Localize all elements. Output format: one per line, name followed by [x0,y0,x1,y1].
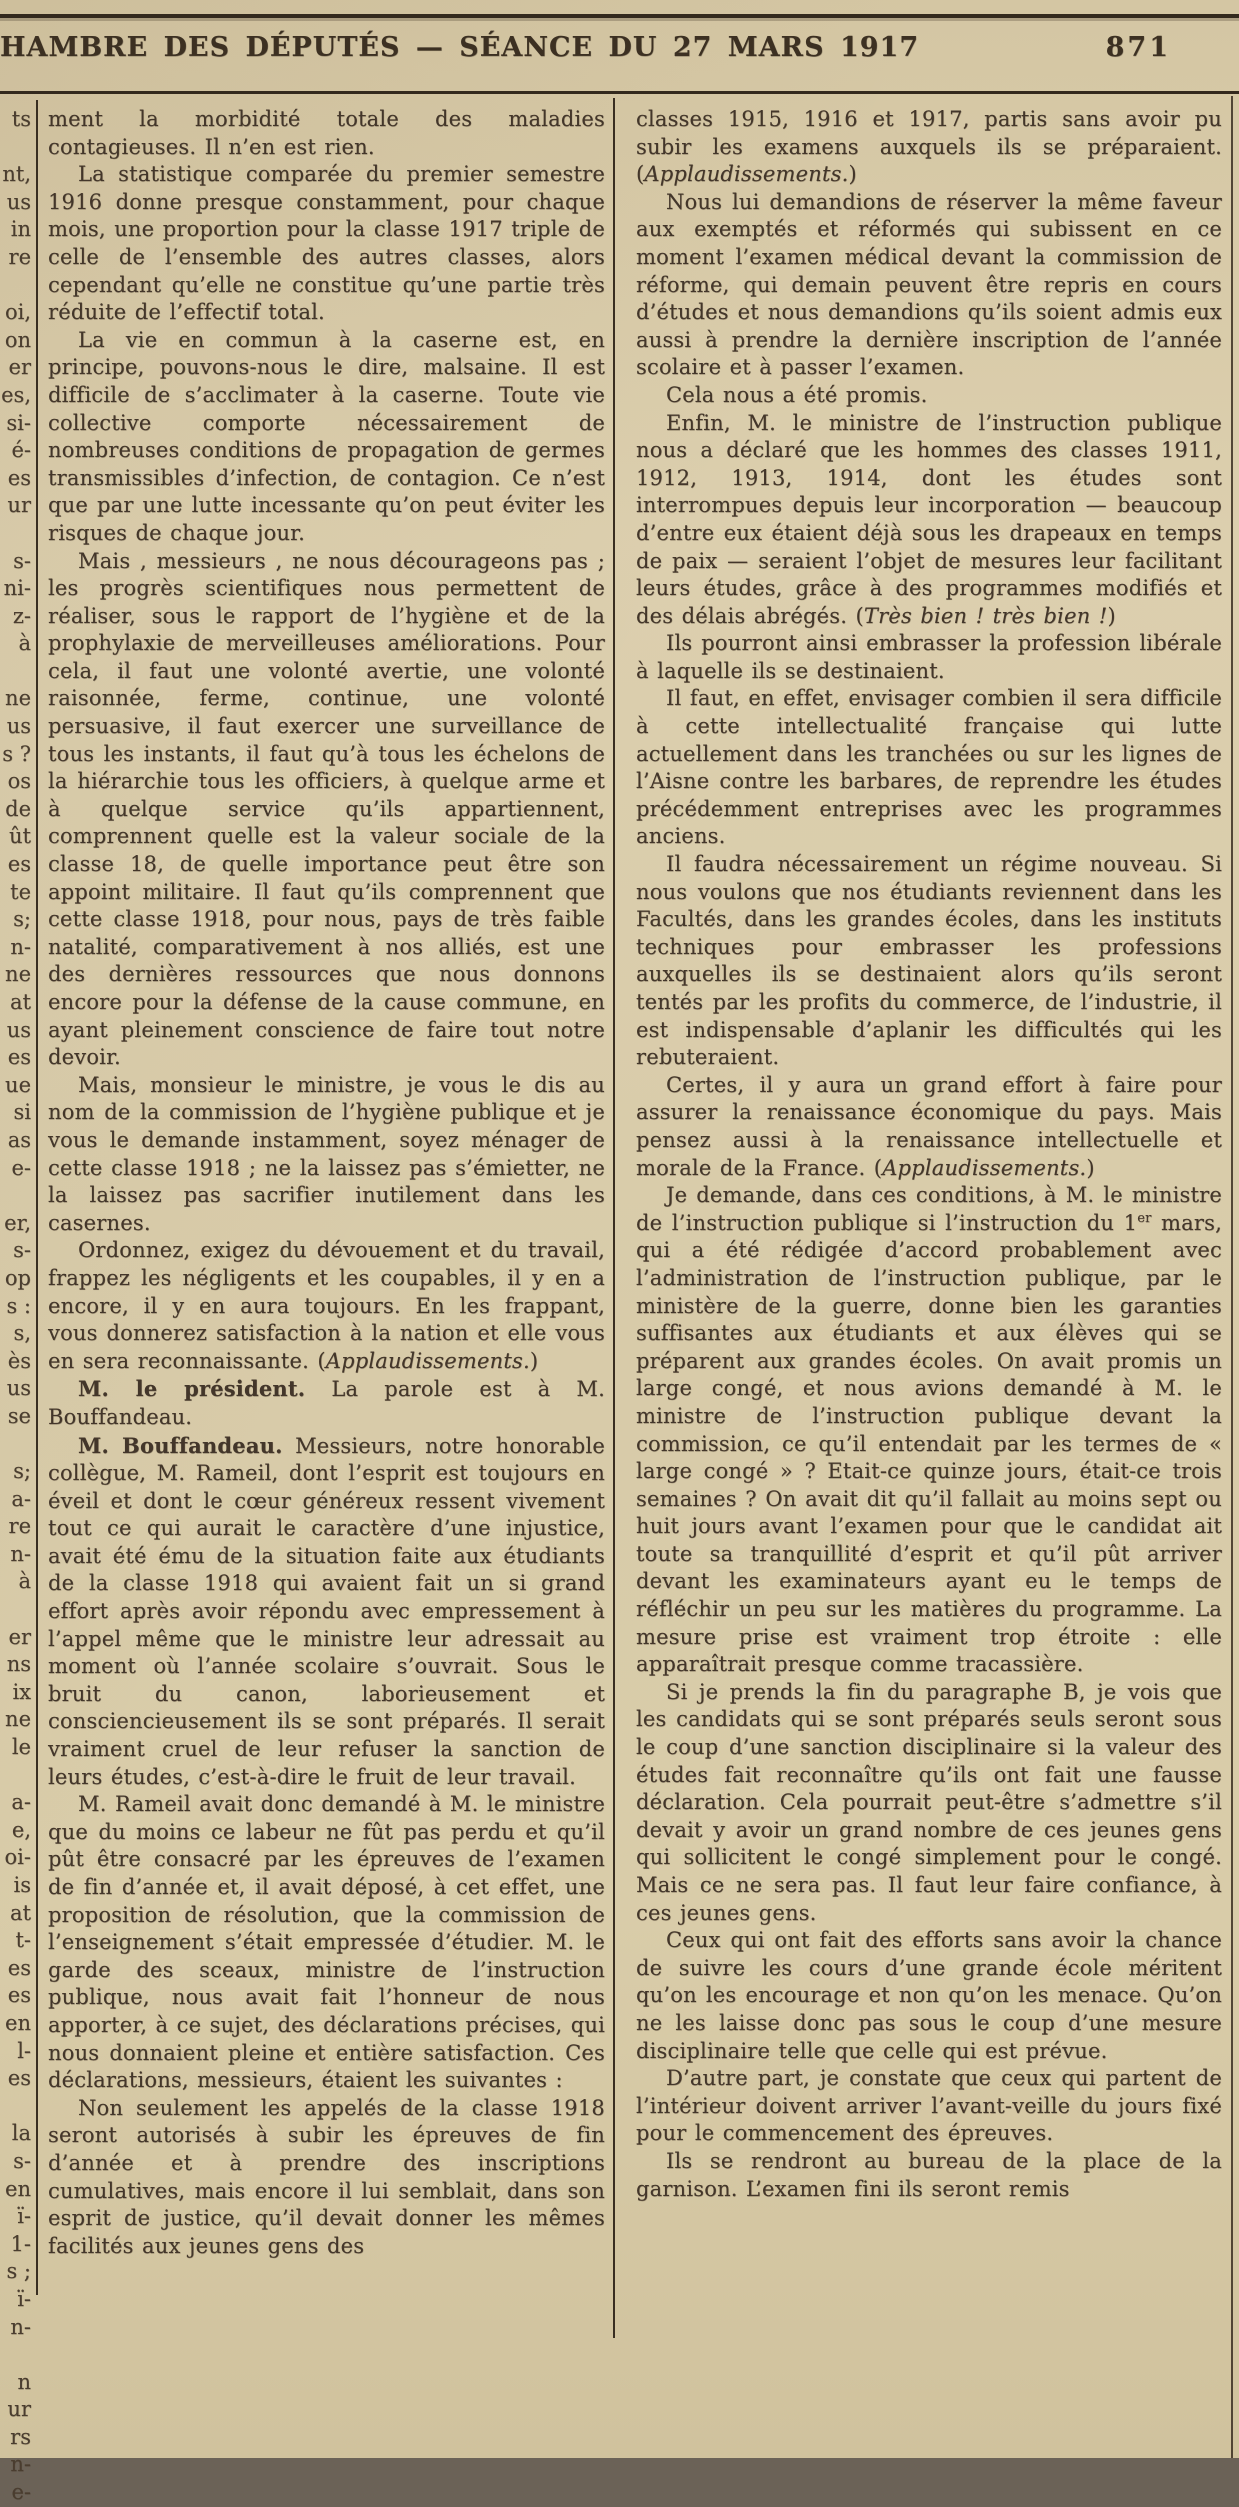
cut-text-fragment [0,2093,33,2121]
paragraph [636,189,1222,382]
cut-text-fragment: é- [11,438,31,463]
cut-text-fragment: es, [1,382,31,407]
paragraph [48,327,605,548]
cut-text-fragment: la [11,2121,31,2146]
cut-text-fragment [0,658,33,686]
paragraph [636,851,1222,1072]
paragraph [636,2065,1222,2148]
cut-text-fragment: in [10,217,31,242]
paragraph [636,2148,1222,2203]
paragraph [636,1182,1222,1679]
cut-text-fragment: s- [13,1238,31,1263]
cut-text-fragment: ur [7,2397,31,2422]
left-edge-fragments [0,106,33,2507]
cut-text-fragment: is [13,1873,31,1897]
cut-text-fragment: ns [6,1652,31,1677]
cut-text-fragment: er, [4,1210,31,1235]
cut-text-fragment: es [7,1955,31,1980]
cut-text-fragment [0,134,33,162]
cut-text-fragment: us [6,714,31,739]
paragraph [48,1237,605,1375]
paragraph [48,1791,605,2095]
cut-text-fragment: si- [6,410,31,435]
cut-text-fragment: er [8,355,31,380]
text-segment: Mais, monsieur le ministre, je vous le dis au nom de la commission de l’hygiène publique et je vous le demande instamment, soyez ménager de cette classe 1918 ; ne la laissez pas s’émietter, ne la laissez pas sacrifier inutilement dans les casernes. [48,1072,605,1235]
cut-text-fragment: ts [11,107,31,131]
cut-text-fragment: oi, [4,300,31,325]
cut-text-fragment: s- [13,2148,31,2173]
cut-text-fragment: us [6,1376,31,1401]
cut-text-fragment: nt, [2,162,31,187]
text-segment: Ordonnez, exigez du dévouement et du travail, frappez les négligents et les coupables, il y en a encore, il y en aura toujours. En les frappant, vous donnerez satisfaction à la nation et elle vous en sera reconnaissante. ( [48,1238,605,1373]
cut-text-fragment: ï- [17,2286,31,2311]
cut-text-fragment: at [10,1900,31,1925]
text-segment: ment la morbidité totale des maladies contagieuses. Il n’en est rien. [48,107,605,159]
cut-text-fragment: e- [11,1155,31,1180]
cut-text-fragment [0,1431,33,1459]
text-segment: Applaudissements. [882,1155,1087,1180]
cut-text-fragment: s; [13,1459,31,1484]
paragraph [636,382,1222,410]
cut-text-fragment: op [4,1265,31,1290]
header-bottom-rule [0,91,1239,94]
paragraph [48,161,605,327]
cut-text-fragment [0,2341,33,2369]
cut-text-fragment: ût [9,824,31,849]
text-segment: M. Rameil avait donc demandé à M. le ministre que du moins ce labeur ne fût pas perdu et qu’il pût être consacré par les épreuves de l’examen de fin d’année et, il avait déposé, à cet effet, une proposition de résolution, que la commission de l’enseignement s’était empressée d’étudier. M. le garde des sceaux, ministre de l’instruction publique, nous avait fait l’honneur de nous apporter, à ce sujet, des déclarations précises, qui nous donnaient pleine et entière satisfaction. Ces déclarations, messieurs, étaient les suivantes : [48,1792,605,2093]
cut-text-fragment: es [7,852,31,877]
cut-text-fragment: se [7,1403,31,1428]
cut-text-fragment: re [8,1514,31,1539]
paragraph [48,1072,605,1238]
text-segment: Non seulement les appelés de la classe 1918 seront autorisés à subir les épreuves de fin d’année et à prendre des inscriptions cumulatives, mais encore il lui semblait, dans son esprit de justice, qu’il devait donner les mêmes facilités aux jeunes gens des [48,2095,605,2258]
cut-text-fragment: ni- [3,576,31,601]
cut-text-fragment: ne [5,1707,31,1732]
cut-text-fragment: es [7,1045,31,1070]
cut-text-fragment: n- [10,2314,31,2339]
column-divider-center [613,98,615,2338]
text-segment: Messieurs, notre honorable collègue, M. Rameil, dont l’esprit est toujours en éveil et dont le cœur généreux ressent vivement tout ce qui aurait le caractère d’une injustice, avait été ému de la situation faite aux étudiants de la classe 1918 qui avaient fait un si grand effort après avoir répondu avec empressement à l’appel même que le ministre leur adressait au moment où l’année scolaire s’ouvrait. Sous le bruit du canon, laborieusement et consciencieusement ils se sont préparés. Il serait vraiment cruel de leur refuser la sanction de leurs études, c’est-à-dire le fruit de leur travail. [48,1433,605,1789]
text-segment: er [1137,1210,1152,1226]
cut-text-fragment: le [11,1735,31,1760]
paragraph [636,410,1222,631]
cut-text-fragment: à [18,1569,31,1594]
cut-text-fragment: os [7,769,31,794]
text-segment: M. Bouffandeau. [78,1432,283,1458]
text-segment: Il faudra nécessairement un régime nouveau. Si nous voulons que nos étudiants reviennent dans les Facultés, dans les grandes écoles, dans les instituts techniques pour embrasser les professions auxquelles ils se destinaient alors qu’ils seront tentés par les profits du commerce, de l’industrie, il est indispensable d’aplanir les difficultés qui les rebuteraient. [636,852,1222,1070]
cut-text-fragment: s- [13,548,31,573]
cut-text-fragment: on [4,327,31,352]
text-column-1 [48,106,605,2260]
text-segment: Ceux qui ont fait des efforts sans avoir la chance de suivre les cours d’une grande école méritent qu’on les encourage et non qu’on les menace. Qu’on ne les laisse donc pas sous le coup d’une mesure disciplinaire telle que celle qui est prévue. [636,1928,1222,2063]
cut-text-fragment: n [17,2369,31,2394]
cut-text-fragment: s : [6,1293,31,1318]
page-edge-rule-right [1231,96,1233,2458]
cut-text-fragment: ue [5,1072,31,1097]
cut-text-fragment: l- [17,2038,31,2063]
cut-text-fragment: z- [12,603,31,628]
text-segment: Applaudissements. [325,1348,530,1373]
cut-text-fragment: 1- [10,2231,31,2256]
paragraph [48,2095,605,2261]
cut-text-fragment [0,1596,33,1624]
text-segment: La vie en commun à la caserne est, en principe, pouvons-nous le dire, malsaine. Il est difficile de s’acclimater à la caserne. Toute vie collective comporte nécessairement de nombreuses conditions de propagation de germes transmissibles d’infection, de contagion. Ce n’est que par une lutte incessante qu’on peut éviter les risques de chaque jour. [48,327,605,545]
cut-text-fragment: ix [12,1679,31,1704]
text-segment: Applaudissements. [644,162,849,187]
cut-text-fragment [0,272,33,300]
text-segment: Je demande, dans ces conditions, à M. le ministre de l’instruction publique si l’instruction du 1 [636,1183,1222,1235]
paragraph [48,106,605,161]
cut-text-fragment: e- [11,2480,31,2505]
cut-text-fragment: us [6,1017,31,1042]
cut-text-fragment: es [7,2066,31,2091]
cut-text-fragment: as [7,1127,31,1152]
text-segment: Il faut, en effet, envisager combien il sera difficile à cette intellectualité française qui lutte actuellement dans les tranchées ou sur les lignes de l’Aisne contre les barbares, de reprendre les études précédemment entreprises avec les programmes anciens. [636,686,1222,849]
cut-text-fragment: de [5,796,31,821]
cut-text-fragment: re [8,244,31,269]
text-segment: Nous lui demandions de réserver la même faveur aux exemptés et réformés qui subissent en ce moment l’examen médical devant la commission de réforme, qui demain peuvent être repris en cours d’études et nous demandions qu’ils soient admis eux aussi à prendre la dernière inscription de l’année scolaire et à passer l’examen. [636,189,1222,380]
cut-text-fragment: a- [11,1790,31,1815]
cut-text-fragment: a- [11,1486,31,1511]
cut-text-fragment [0,1762,33,1790]
text-segment: Mais , messieurs , ne nous décourageons pas ; les progrès scientifiques nous permettent de réaliser, sous le rapport de l’hygiène et de la prophylaxie de merveilleuses améliorations. Pour cela, il faut une volonté avertie, une volonté raisonnée, ferme, continue, une volonté persuasive, il faut exercer une surveillance de tous les instants, il faut qu’à tous les échelons de la hiérarchie tous les officiers, à quelque arme et à quelque service qu’ils appartiennent, comprennent quelle est la valeur sociale de la classe 18, de quelle importance peut être son appoint militaire. Il faut qu’ils comprennent que cette classe 1918, pour nous, pays de très faible natalité, comparativement à nos alliés, est une des dernières ressources que nous donnons encore pour la défense de la cause commune, en ayant pleinement conscience de faire tout notre devoir. [48,548,605,1070]
text-column-2 [636,106,1222,2203]
cut-text-fragment: er [8,1624,31,1649]
cut-text-fragment: ï- [17,2204,31,2229]
cut-text-fragment: rs [10,2424,31,2449]
cut-text-fragment: ne [5,962,31,987]
cut-text-fragment: n- [10,2452,31,2477]
page-title: HAMBRE DES DÉPUTÉS — SÉANCE DU 27 MARS 1917 [0,32,920,63]
cut-text-fragment: n- [10,934,31,959]
top-border-rule [0,14,1239,18]
paragraph [636,1072,1222,1182]
cut-text-fragment: à [18,631,31,656]
text-segment: Enfin, M. le ministre de l’instruction publique nous a déclaré que les hommes des classes 1911, 1912, 1913, 1914, dont les études sont interrompues depuis leur incorporation — beaucoup d’entre eux étaient déjà sous les drapeaux en temps de paix — seraient l’objet de mesures leur facilitant leurs études, grâce à des programmes modifiés et des délais abrégés. ( [636,410,1222,628]
cut-text-fragment: n- [10,1541,31,1566]
cut-text-fragment: s, [13,1321,31,1346]
text-segment: ) [848,162,857,187]
text-segment: M. le président. [78,1376,306,1402]
paragraph [636,630,1222,685]
cut-text-fragment [0,1182,33,1210]
cut-text-fragment: s ? [2,741,31,766]
cut-text-fragment: si [13,1100,31,1125]
paragraph [48,1432,605,1792]
paragraph [636,685,1222,851]
paragraph [636,106,1222,189]
text-segment: mars, qui a été rédigée d’accord probablement avec l’administration de l’instruction publique, par le ministère de la guerre, donne bien les garanties suffisantes aux étudiants et aux élèves qui se préparent aux grandes écoles. On avait promis un large congé, et nous avions demandé à M. le ministre de l’instruction publique devant la commission, ce qu’il entendait par les termes de « large congé » ? Etait-ce quinze jours, était-ce trois semaines ? On avait dit qu’il fallait au moins sept ou huit jours avant l’examen pour que le candidat ait toute sa tranquillité d’esprit et qu’il pût arriver devant les examinateurs ayant eu le temps de réfléchir un peu sur les matières du programme. La mesure prise est vraiment trop étroite : elle apparaîtrait presque comme tracassière. [636,1210,1222,1677]
text-segment: D’autre part, je constate que ceux qui partent de l’intérieur doivent arriver l’avant-veille du jours fixé pour le commencement des épreuves. [636,2066,1222,2146]
cut-text-fragment: us [6,189,31,214]
cut-text-fragment: en [5,2010,31,2035]
text-segment: Ils pourront ainsi embrasser la profession libérale à laquelle ils se destinaient. [636,631,1222,683]
column-divider-left [36,100,38,2295]
text-segment: La statistique comparée du premier semestre 1916 donne presque constamment, pour chaque mois, une proportion pour la classe 1917 triple de celle de l’ensemble des autres classes, alors cependant qu’elle ne constitue qu’une partie très réduite de l’effectif total. [48,162,605,325]
cut-text-fragment: en [5,2176,31,2201]
text-segment: classes 1915, 1916 et 1917, partis sans avoir pu subir les examens auxquels ils se préparaient. ( [636,107,1222,187]
cut-text-fragment: s; [13,907,31,932]
text-segment: Très bien ! très bien ! [863,603,1108,628]
text-segment: Certes, il y aura un grand effort à faire pour assurer la renaissance économique du pays. Mais pensez aussi à la renaissance intellectuelle et morale de la France. ( [636,1072,1222,1180]
cut-text-fragment: te [10,879,31,904]
cut-text-fragment [0,520,33,548]
cut-text-fragment: ne [5,686,31,711]
cut-text-fragment: t- [15,1928,31,1953]
page-header [0,24,1239,84]
paragraph [636,1679,1222,1927]
paragraph [48,548,605,1072]
text-segment: Cela nous a été promis. [666,382,928,407]
cut-text-fragment: ès [7,1348,31,1373]
text-segment: ) [529,1348,539,1373]
page-number: 871 [1105,32,1171,63]
text-segment: ) [1086,1155,1095,1180]
text-segment: ) [1107,603,1116,628]
cut-text-fragment: s ; [6,2259,31,2284]
cut-text-fragment: oi- [4,1845,31,1870]
cut-text-fragment: ur [7,493,31,518]
text-segment: Ils se rendront au bureau de la place de la garnison. L’examen fini ils seront remis [636,2148,1222,2201]
cut-text-fragment: e, [11,1817,31,1842]
paragraph [48,1375,605,1431]
text-segment: La parole est à M. Bouffandeau. [48,1377,605,1429]
paragraph [636,1927,1222,2065]
text-segment: Si je prends la fin du paragraphe B, je vois que les candidats qui se sont préparés seuls seront sous le coup d’une sanction disciplinaire si la valeur des études fait reconnaître qu’ils ont fait une fausse déclaration. Cela pourrait peut-être s’admettre s’il devait y avoir un grand nombre de ces jeunes gens qui sollicitent le congé simplement pour le congé. Mais ce ne sera pas. Il faut leur faire confiance, à ces jeunes gens. [636,1679,1222,1925]
cut-text-fragment: es [7,1983,31,2008]
cut-text-fragment: es [7,465,31,490]
cut-text-fragment: at [10,990,31,1014]
